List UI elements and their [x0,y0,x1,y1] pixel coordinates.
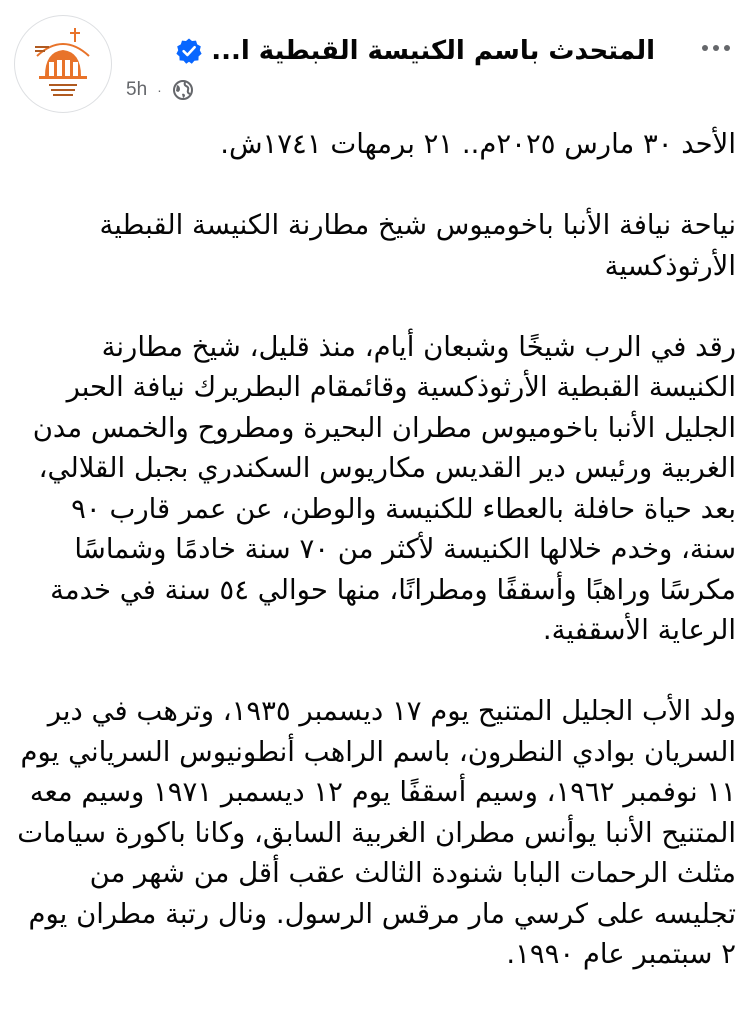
coptic-media-logo-icon [15,16,111,112]
verified-badge-icon [175,37,203,65]
more-options-icon [702,45,708,51]
post-paragraph: نياحة نيافة الأنبا باخوميوس شيخ مطارنة الكنيسة القبطية الأرثوذكسية [99,209,736,282]
post-body [12,124,736,1015]
post-paragraph: ولد الأب الجليل المتنيح يوم ١٧ ديسمبر ١٩٣٥، وترهب في دير السريان بوادي النطرون، باسم الراهب أنطونيوس السرياني يوم ١١ نوفمبر ١٩٦٢، وسيم أسقفًا يوم ١٢ ديسمبر ١٩٧١ وسيم معه المتنيح الأنبا يوأنس مطران الغربية السابق، وكانا باكورة سيامات مثلث الرحمات البابا شنودة الثالث عقب أقل من شهر من تجليسه على كرسي مار مرقس الرسول. ونال رتبة مطران يوم ٢ سبتمبر عام ١٩٩٠. [17,695,736,970]
more-options-button[interactable] [696,34,736,62]
meta-separator: · [157,82,162,98]
page-name-row [175,26,655,76]
globe-icon[interactable] [172,79,194,101]
post-paragraph: الأحد ٣٠ مارس ٢٠٢٥م.. ٢١ برمهات ١٧٤١ش. [220,128,736,160]
post-paragraph: رقد في الرب شيخًا وشبعان أيام، منذ قليل، شيخ مطارنة الكنيسة القبطية الأرثوذكسية وقائمقام البطريرك نيافة الحبر الجليل الأنبا باخوميوس مطران البحيرة ومطروح والخمس مدن الغربية ورئيس دير القديس مكاريوس السكندري بجبل القلالي، بعد حياة حافلة بالعطاء للكنيسة والوطن، عن عمر قارب ٩٠ سنة، وخدم خلالها الكنيسة لأكثر من ٧٠ سنة خادمًا وشماسًا مكرسًا وراهبًا وأسقفًا ومطرانًا، منها حوالي ٥٤ سنة في خدمة الرعاية الأسقفية. [32,330,736,646]
post-timestamp[interactable]: 5h [126,79,148,100]
page-name-link[interactable]: المتحدث باسم الكنيسة القبطية ا... [211,36,655,66]
page-avatar[interactable] [14,15,112,113]
post-meta [126,76,194,104]
post-header [0,0,750,120]
